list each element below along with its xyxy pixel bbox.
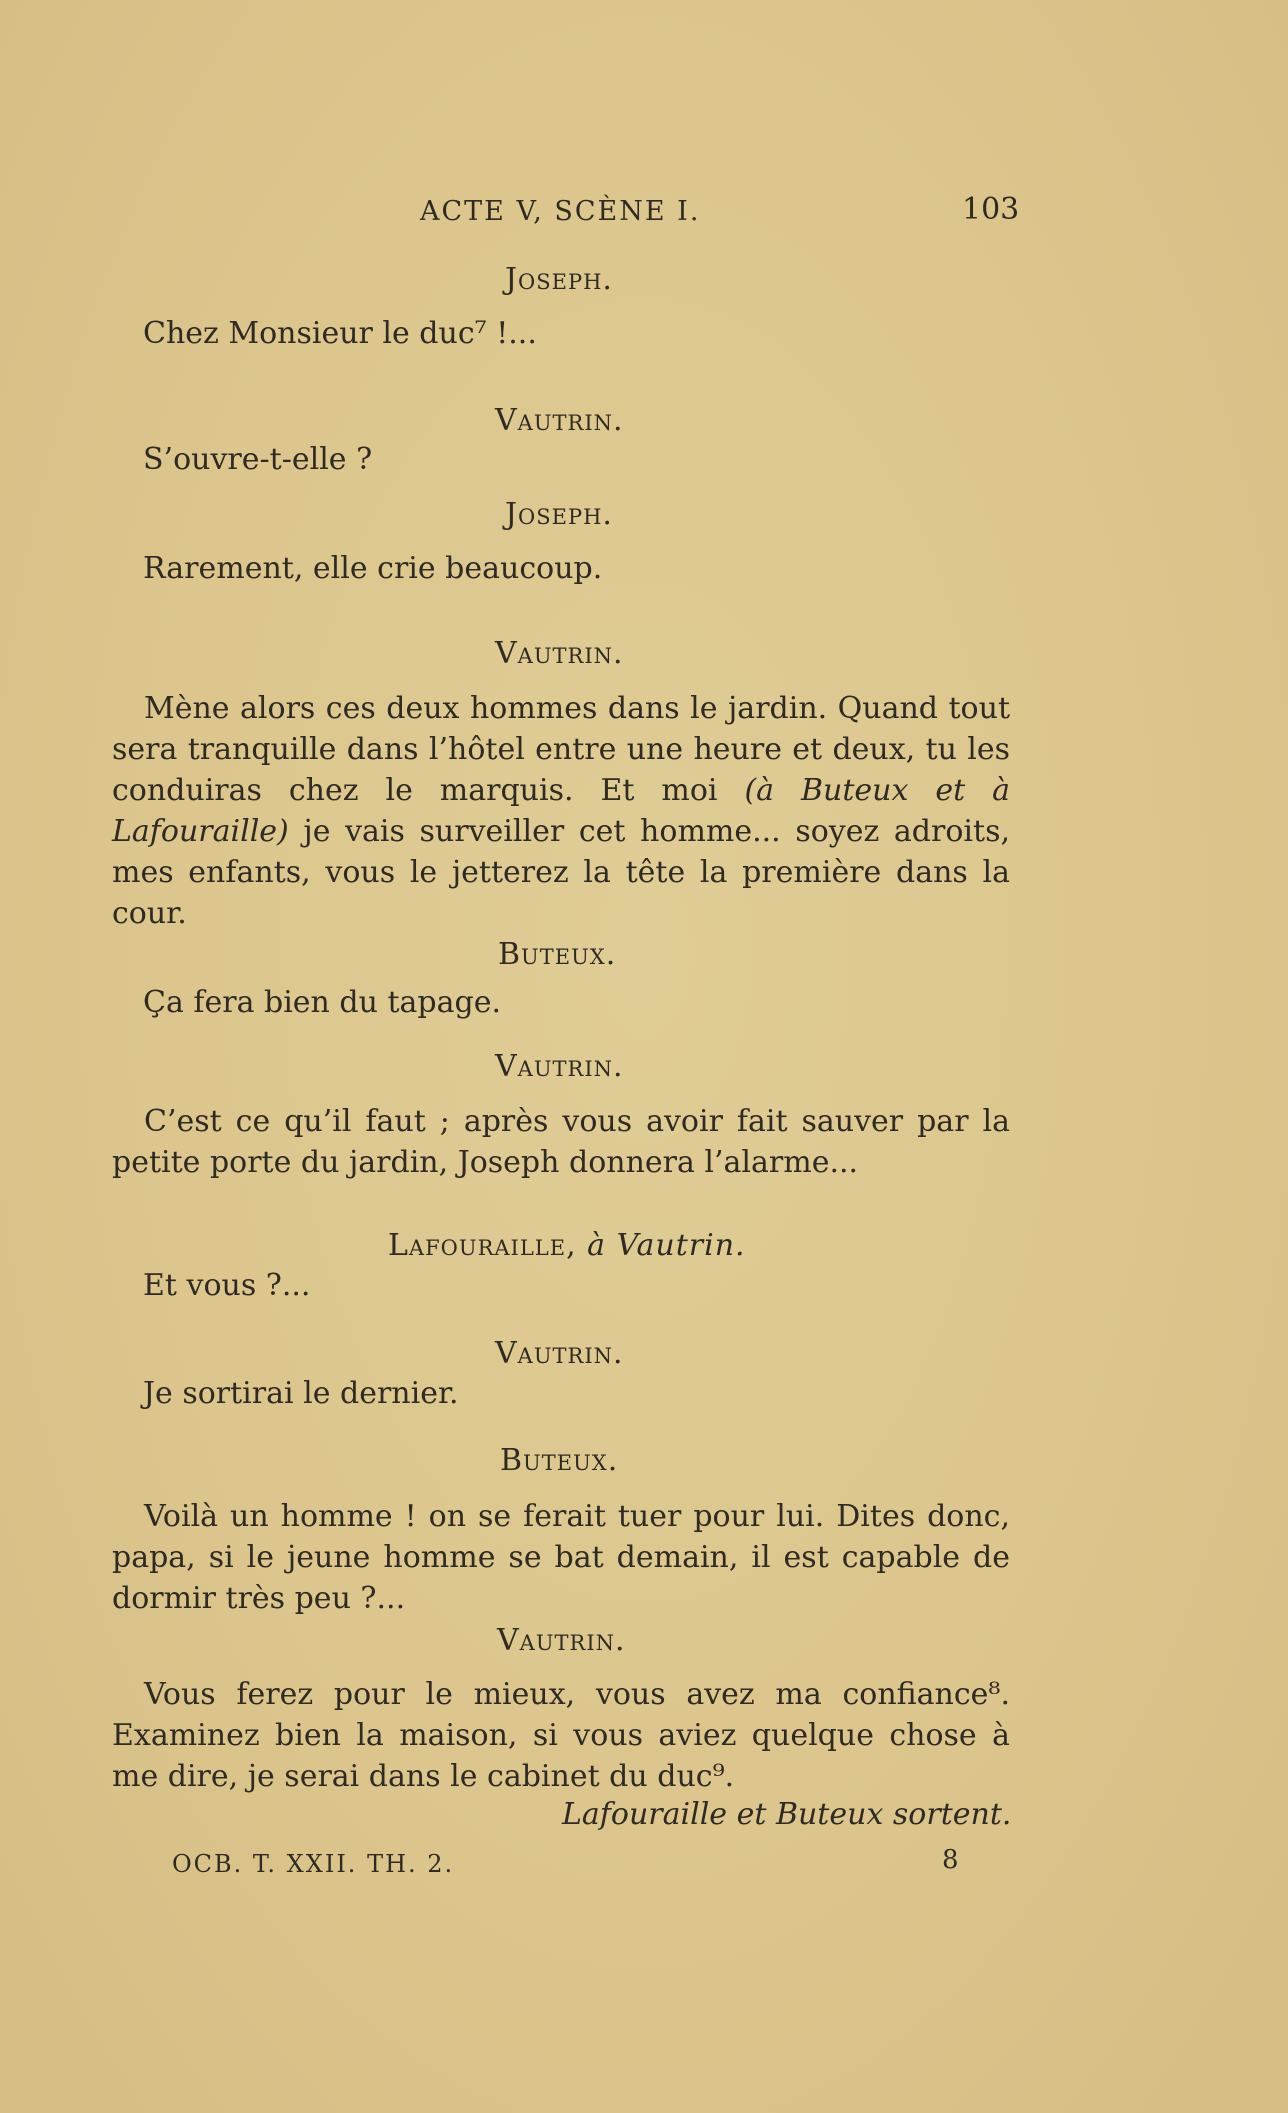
speech-text: C’est ce qu’il faut ; après vous avoir fait sauver par la petite porte du jardin, Joseph donnera l’alarme... (112, 1104, 1010, 1180)
line-vautrin-1: S’ouvre-t-elle ? (143, 442, 373, 477)
running-title: ACTE V, SCÈNE I. (420, 196, 701, 227)
speaker-vautrin-3: Vautrin. (495, 1049, 624, 1084)
speaker-joseph-1: Joseph. (505, 262, 613, 297)
speech-text: Mène alors ces deux hommes dans le jardin. Quand tout sera tranquille dans l’hôtel entre une heure et deux, tu les conduiras chez le marquis. Et moi (112, 691, 1010, 808)
stage-direction-exit: Lafouraille et Buteux sortent. (562, 1797, 1012, 1832)
speech-text: Vous ferez pour le mieux, vous avez ma confiance⁸. Examinez bien la maison, si vous aviez quelque chose à me dire, je serai dans le cabinet du duc⁹. (112, 1677, 1010, 1794)
speaker-lafouraille (388, 1228, 746, 1263)
line-lafouraille: Et vous ?... (143, 1268, 311, 1303)
speech-vautrin-2 (112, 688, 1010, 934)
speaker-vautrin-2: Vautrin. (495, 636, 624, 671)
speaker-joseph-2: Joseph. (505, 497, 613, 532)
speech-text: je vais surveiller cet homme... soyez adroits, mes enfants, vous le jetterez la tête la première dans la cour. (112, 814, 1010, 931)
page-number: 103 (962, 192, 1020, 227)
line-vautrin-4: Je sortirai le dernier. (143, 1376, 459, 1411)
speaker-buteux-1: Buteux. (498, 937, 617, 972)
speech-vautrin-5 (112, 1674, 1010, 1797)
speaker-vautrin-4: Vautrin. (495, 1336, 624, 1371)
speech-text: Voilà un homme ! on se ferait tuer pour lui. Dites donc, papa, si le jeune homme se bat demain, il est capable de dormir très peu ?... (112, 1499, 1010, 1616)
stage-direction: (à Buteux et à Lafouraille) (112, 773, 1011, 849)
speech-buteux-2 (112, 1496, 1010, 1619)
sheet-number: 8 (942, 1845, 959, 1875)
speaker-name: Lafouraille, (388, 1228, 577, 1263)
speech-vautrin-3 (112, 1101, 1010, 1183)
speaker-buteux-2: Buteux. (500, 1443, 619, 1478)
line-buteux-1: Ça fera bien du tapage. (143, 985, 501, 1020)
printer-signature: OCB. T. XXII. TH. 2. (172, 1850, 455, 1878)
speaker-direction: à Vautrin. (587, 1228, 746, 1263)
line-joseph-2: Rarement, elle crie beaucoup. (143, 551, 603, 586)
speaker-vautrin-5: Vautrin. (497, 1623, 626, 1658)
line-joseph-1: Chez Monsieur le duc⁷ !... (143, 316, 537, 351)
speaker-vautrin-1: Vautrin. (495, 403, 624, 438)
